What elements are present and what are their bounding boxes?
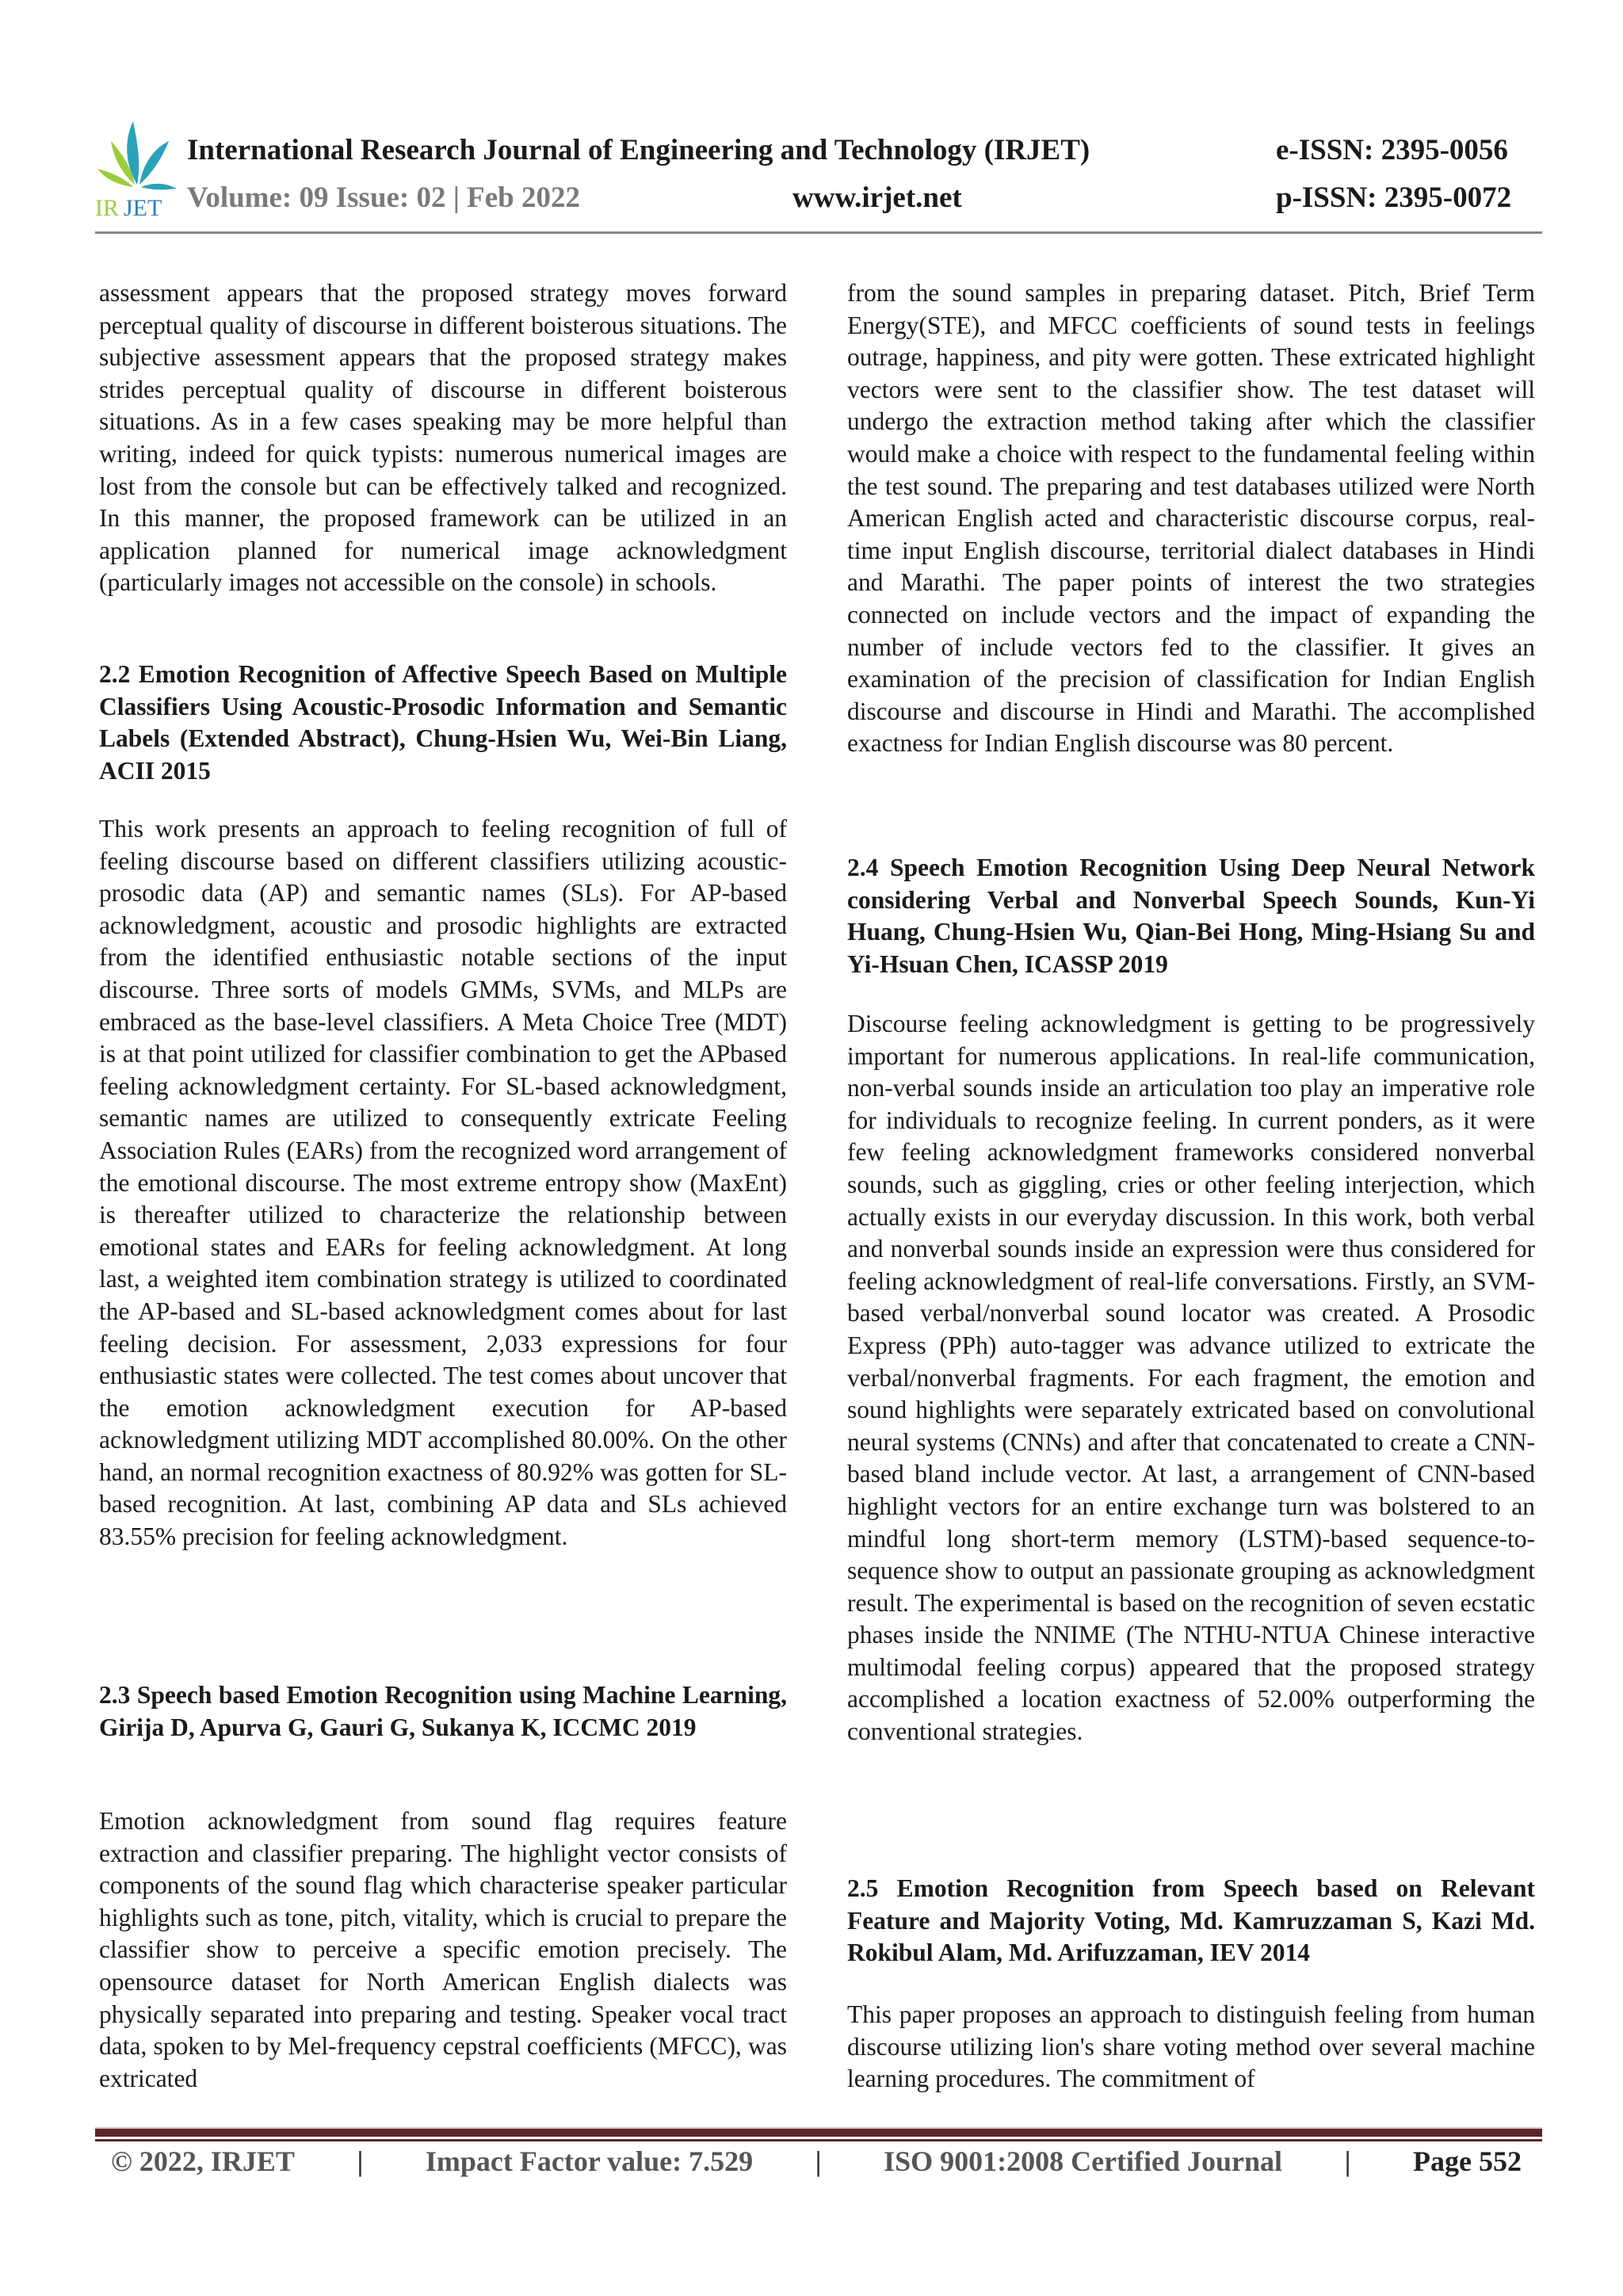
paragraph: assessment appears that the proposed strategy moves forward perceptual quality of discourse in different boisterous situations. The subjective assessment appears that the proposed strategy makes strides perceptual quality of discourse in different boisterous situations. As in a few cases speaking may be more helpful than writing, indeed for quick typists: numerous numerical images are lost from the console but can be effectively talked and recognized. In this manner, the proposed framework can be utilized in an application planned for numerical image acknowledgment (particularly images not accessible on the console) in schools. <box>99 279 787 597</box>
paragraph: This paper proposes an approach to distinguish feeling from human discourse utilizing lion's share voting method over several machine learning procedures. The commitment of <box>847 2000 1535 2093</box>
section-heading-2-2: 2.2 Emotion Recognition of Affective Speech Based on Multiple Classifiers Using Acoustic-Prosodic Information and Semantic Labels (Extended Abstract), Chung-Hsien Wu, Wei-Bin Liang, ACII 2015 <box>99 660 787 785</box>
paragraph: Discourse feeling acknowledgment is getting to be progressively important for numerous applications. In real-life communication, non-verbal sounds inside an articulation too play an imperative role for individuals to recognize feeling. In current ponders, as it were few feeling acknowledgment frameworks considered nonverbal sounds, such as giggling, cries or other feeling interjection, which actually exists in our everyday discussion. In this work, both verbal and nonverbal sounds inside an expression were thus considered for feeling acknowledgment of real-life conversations. Firstly, an SVM-based verbal/nonverbal sound locator was created. A Prosodic Express (PPh) auto-tagger was advance utilized to extricate the verbal/nonverbal fragments. For each fragment, the emotion and sound highlights were separately extricated based on convolutional neural systems (CNNs) and after that concatenated to create a CNN-based bland include vector. At last, a arrangement of CNN-based highlight vectors for an entire exchange turn was bolstered to an mindful long short-term memory (LSTM)-based sequence-to-sequence show to output an passionate grouping as acknowledgment result. The experimental is based on the recognition of seven ecstatic phases inside the NNIME (The NTHU-NTUA Chinese interactive multimodal feeling corpus) appeared that the proposed strategy accomplished a location exactness of 52.00% outperforming the conventional strategies. <box>847 1010 1536 1746</box>
separator: | <box>815 2145 822 2177</box>
irjet-logo-icon <box>94 117 181 220</box>
footer-bar <box>95 2127 1542 2137</box>
header-rule <box>95 231 1542 234</box>
website-link[interactable]: www.irjet.net <box>792 181 962 214</box>
separator: | <box>357 2145 364 2177</box>
footer-bar-thin <box>95 2139 1542 2141</box>
e-issn: e-ISSN: 2395-0056 <box>1276 134 1508 166</box>
section-heading-2-4: 2.4 Speech Emotion Recognition Using Deep Neural Network considering Verbal and Nonverbal Speech Sounds, Kun-Yi Huang, Chung-Hsien Wu, Qian-Bei Hong, Ming-Hsiang Su and Yi-Hsuan Chen, ICASSP 2019 <box>847 854 1535 978</box>
separator: | <box>1344 2145 1351 2177</box>
iso-certification: ISO 9001:2008 Certified Journal <box>884 2145 1283 2177</box>
paragraph: from the sound samples in preparing dataset. Pitch, Brief Term Energy(STE), and MFCC coefficients of sound tests in feelings outrage, happiness, and pity were gotten. These extricated highlight vectors were sent to the classifier show. The test dataset will undergo the extraction method taking after which the classifier would make a choice with respect to the fundamental feeling within the test sound. The preparing and test databases utilized were North American English acted and characteristic discourse corpus, real-time input English discourse, territorial dialect databases in Hindi and Marathi. The paper points of interest the two strategies connected on include vectors and the impact of expanding the number of include vectors fed to the classifier. It gives an examination of the precision of classification for Indian English discourse and discourse in Hindi and Marathi. The accomplished exactness for Indian English discourse was 80 percent. <box>847 279 1535 758</box>
journal-title: International Research Journal of Engineering and Technology (IRJET) <box>187 134 1090 166</box>
section-heading-2-5: 2.5 Emotion Recognition from Speech based on Relevant Feature and Majority Voting, Md. Kamruzzaman S, Kazi Md. Rokibul Alam, Md. Arifuzzaman, IEV 2014 <box>847 1874 1535 1967</box>
section-heading-2-3: 2.3 Speech based Emotion Recognition using Machine Learning, Girija D, Apurva G, Gauri G, Sukanya K, ICCMC 2019 <box>99 1681 787 1741</box>
svg-text:IR: IR <box>95 195 119 220</box>
paragraph: This work presents an approach to feeling recognition of full of feeling discourse based on different classifiers utilizing acoustic-prosodic data (AP) and semantic names (SLs). For AP-based acknowledgment, acoustic and prosodic highlights are extracted from the identified enthusiastic notable sections of the input discourse. Three sorts of models GMMs, SVMs, and MLPs are embraced as the base-level classifiers. A Meta Choice Tree (MDT) is at that point utilized for classifier combination to get the APbased feeling acknowledgment certainty. For SL-based acknowledgment, semantic names are utilized to consequently extricate Feeling Association Rules (EARs) from the recognized word arrangement of the emotional discourse. The most extreme entropy show (MaxEnt) is thereafter utilized to characterize the relationship between emotional states and EARs for feeling acknowledgment. At long last, a weighted item combination strategy is utilized to coordinated the AP-based and SL-based acknowledgment comes about for last feeling decision. For assessment, 2,033 expressions for four enthusiastic states were collected. The test comes about uncover that the emotion acknowledgment execution for AP-based acknowledgment utilizing MDT accomplished 80.00%. On the other hand, an normal recognition exactness of 80.92% was gotten for SL-based recognition. At last, combining AP data and SLs achieved 83.55% precision for feeling acknowledgment. <box>99 815 787 1551</box>
p-issn: p-ISSN: 2395-0072 <box>1276 181 1512 214</box>
volume-issue: Volume: 09 Issue: 02 | Feb 2022 <box>187 181 581 214</box>
copyright: © 2022, IRJET <box>111 2145 295 2177</box>
footer <box>111 2145 1522 2178</box>
impact-factor: Impact Factor value: 7.529 <box>425 2145 754 2177</box>
svg-text:JET: JET <box>124 195 162 220</box>
paragraph: Emotion acknowledgment from sound flag requires feature extraction and classifier preparing. The highlight vector consists of components of the sound flag which characterise speaker particular highlights such as tone, pitch, vitality, which is crucial to prepare the classifier show to perceive a specific emotion precisely. The opensource dataset for North American English dialects was physically separated into preparing and testing. Speaker vocal tract data, spoken to by Mel-frequency cepstral coefficients (MFCC), was extricated <box>99 1807 787 2092</box>
page-number: Page 552 <box>1413 2145 1522 2177</box>
